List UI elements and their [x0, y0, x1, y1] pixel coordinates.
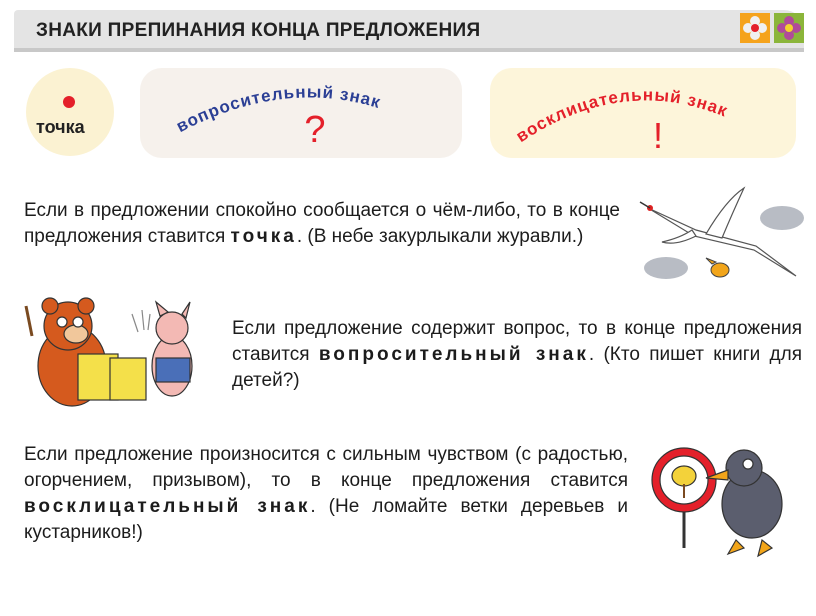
exclamation-mark-label: восклицательный знак [512, 85, 731, 146]
period-card [26, 68, 114, 156]
svg-text:вопросительный знак [173, 82, 383, 136]
rule-example: . (В небе закурлыкали журавли.) [296, 226, 584, 247]
rule-text: Если в предложении спокойно сообщается о чём-либо, то в конце предложения ставится [24, 200, 620, 247]
crow-sign-illustration [644, 440, 804, 560]
rule-example: . (Не ломайте ветки деревьев и кустарников!) [24, 496, 628, 543]
rule-term: вопросительный знак [318, 344, 589, 365]
rule-text: Если предложение содержит вопрос, то в конце предложения ставится [232, 318, 802, 365]
rule-term: точка [230, 226, 297, 247]
period-label: точка [36, 117, 85, 137]
rule-example: . (Кто пишет книги для детей?) [232, 344, 802, 391]
rule-exclamation-text [24, 442, 628, 546]
rule-question-text [232, 316, 802, 394]
flower-squares-icon [740, 13, 804, 43]
rule-term: восклицательный знак [24, 496, 311, 517]
svg-text:восклицательный знак [513, 85, 731, 146]
header-bar [14, 10, 804, 48]
question-mark-symbol: ? [304, 109, 326, 151]
rule-period-text [24, 198, 620, 250]
exclamation-mark-arc [496, 68, 796, 158]
question-mark-label: вопросительный знак [173, 82, 384, 136]
question-mark-arc [150, 68, 460, 158]
page-title: ЗНАКИ ПРЕПИНАНИЯ КОНЦА ПРЕДЛОЖЕНИЯ [36, 20, 481, 41]
header-underline [14, 48, 804, 52]
period-dot-icon [63, 96, 75, 108]
winnie-piglet-illustration [22, 296, 208, 414]
rule-text: Если предложение произносится с сильным чувством (с радостью, огорчением, призывом), то в конце предложения ставится [24, 444, 628, 491]
cranes-illustration [636, 180, 806, 290]
exclamation-mark-symbol: ! [652, 115, 664, 156]
